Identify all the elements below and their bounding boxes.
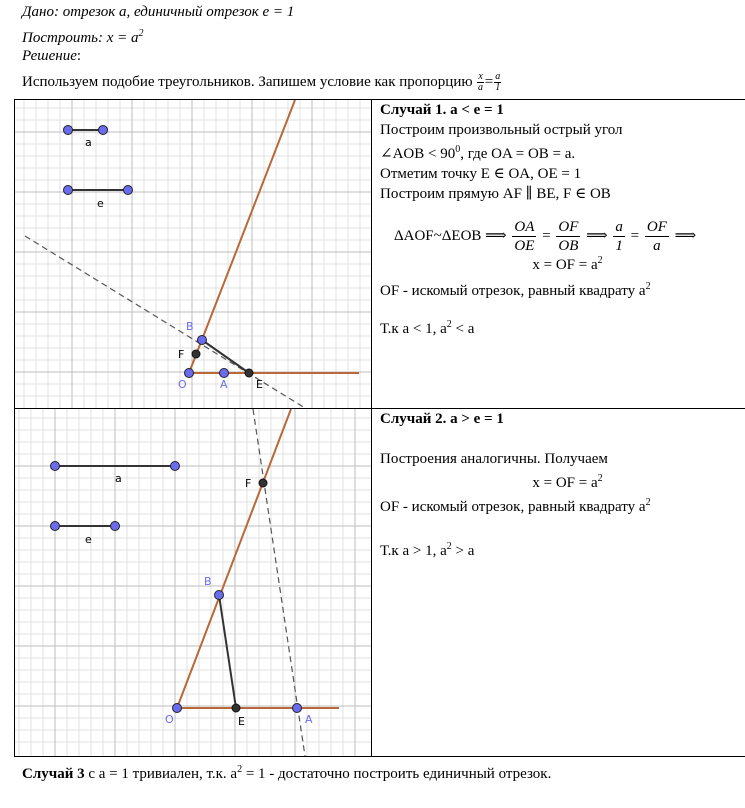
case1-f4-den: a (653, 238, 661, 254)
intro-frac-2 (494, 72, 501, 93)
case1-label-o: O (178, 378, 187, 391)
case2-label-a: a (115, 472, 122, 485)
case1-point-o (185, 369, 194, 378)
case1-arrow: ⟹ (586, 227, 608, 244)
case2-graph (15, 409, 371, 756)
case1-f1-num: OA (514, 219, 535, 235)
case2-point-a-start (51, 462, 60, 471)
intro-frac2-den: 1 (495, 82, 501, 94)
case1-label-f: F (178, 348, 185, 361)
case1-note-rest: < a (451, 321, 475, 337)
case1-frac-oa-oe (512, 218, 536, 255)
case2-result-exp: 2 (597, 473, 603, 484)
case2-label-e: e (85, 533, 92, 546)
case1-point-a-start (64, 126, 73, 135)
case2-result-row (380, 469, 745, 493)
case2-label-b: B (204, 575, 212, 588)
construct-label: Построить (22, 30, 98, 46)
construct-line (22, 24, 144, 48)
case1-note-exp: 2 (446, 319, 452, 330)
case1-construction-svg (15, 100, 371, 408)
case2-point-e-end (111, 522, 120, 531)
case1-point-e (245, 369, 253, 377)
case1-note-row (380, 315, 745, 339)
case2-text (372, 409, 745, 756)
case1-label-a: a (85, 136, 92, 149)
case2-note-row (380, 537, 745, 561)
case1-label-b: B (186, 320, 194, 333)
case1-line1: Построим произвольный острый угол (380, 122, 623, 138)
case1-text (372, 100, 745, 408)
case2-point-e (232, 704, 240, 712)
case1-line2-row (380, 140, 745, 164)
case2-label-e-point: E (238, 715, 245, 728)
construct-text: : x = a (97, 30, 139, 46)
case1-line2: ∠AOB < 90 (380, 146, 456, 162)
intro-text: Используем подобие треугольников. Запишем условие как пропорцию (22, 74, 473, 90)
case1-line3: Отметим точку E ∈ OA, OE = 1 (380, 166, 582, 182)
case1-conclusion: OF - искомый отрезок, равный квадрату a (380, 283, 646, 299)
case1-point-b (198, 336, 207, 345)
case2-construction-svg (15, 409, 371, 756)
case1-ray-ob (189, 100, 295, 373)
case1-arrow-end: ⟹ (674, 227, 697, 244)
case1-point-f (192, 350, 200, 358)
case1-segment-be (202, 340, 249, 373)
given-text: : отрезок a, единичный отрезок e = 1 (54, 4, 295, 20)
case2-point-f (259, 479, 267, 487)
case1-frac-a-1 (613, 218, 625, 255)
intro-eq: = (484, 74, 494, 90)
case1-f1-den: OE (514, 238, 535, 254)
solution-line (22, 46, 81, 66)
case1-frac-of-ob (556, 218, 580, 255)
case1-result-exp: 2 (597, 255, 603, 266)
case2-result: x = OF = a (532, 475, 598, 491)
case2-label-o: O (165, 713, 174, 726)
case1-f2-den: OB (558, 238, 579, 254)
case1-eq-1: = (542, 227, 551, 244)
case1-conclusion-row (380, 277, 745, 301)
case2-point-a (293, 704, 302, 713)
solution-colon: : (76, 48, 82, 64)
case2-note: Т.к a > 1, a (380, 543, 447, 559)
intro-frac1-num: x (478, 71, 483, 83)
case1-result: x = OF = a (532, 257, 598, 273)
case1-line4: Построим прямую AF ∥ BE, F ∈ OB (380, 186, 611, 202)
case2-point-a-end (171, 462, 180, 471)
case1-f2-num: OF (558, 219, 579, 235)
case2-label-f: F (245, 477, 252, 490)
case2-conclusion-exp: 2 (645, 497, 651, 508)
case2-point-e-start (51, 522, 60, 531)
footer-rest: = 1 - достаточно построить единичный отрезок. (242, 766, 552, 782)
footer-text: с a = 1 тривиален, т.к. a (84, 766, 238, 782)
case2-grid (15, 409, 371, 756)
table-border-bottom (14, 756, 745, 757)
intro-line (22, 68, 502, 96)
case2-conclusion: OF - искомый отрезок, равный квадрату a (380, 499, 646, 515)
case1-point-e-start (64, 186, 73, 195)
intro-frac1-den: a (478, 82, 484, 94)
case2-grid-major (15, 409, 371, 756)
case1-title: Случай 1. a < e = 1 (380, 102, 504, 118)
case1-f3-num: a (615, 219, 623, 235)
case2-conclusion-row (380, 493, 745, 517)
case1-point-a-end (99, 126, 108, 135)
intro-frac2-num: a (495, 71, 501, 83)
case1-line2-exp: 0 (455, 144, 461, 155)
footer-bold: Случай 3 (22, 766, 85, 782)
construct-exp: 2 (138, 28, 144, 39)
case1-line-af (25, 236, 305, 408)
case1-label-e-point: E (256, 378, 263, 391)
case1-conclusion-exp: 2 (645, 281, 651, 292)
case1-point-e-end (124, 186, 133, 195)
footer-exp: 2 (237, 764, 243, 775)
case2-title: Случай 2. a > e = 1 (380, 411, 504, 427)
case2-point-b (215, 591, 224, 600)
intro-frac-1 (477, 72, 483, 93)
case1-note: Т.к a < 1, a (380, 321, 447, 337)
case1-point-a (220, 369, 229, 378)
given-label: Дано (22, 4, 54, 20)
case1-f4-num: OF (646, 219, 667, 235)
case1-frac-of-a (645, 218, 669, 255)
case1-line2-rest: , где OA = OB = a. (460, 146, 576, 162)
case2-point-o (173, 704, 182, 713)
case1-eq-2: = (630, 227, 640, 244)
case1-label-a-point: A (220, 378, 228, 391)
case2-segment-be (219, 595, 236, 708)
case2-note-exp: 2 (446, 541, 452, 552)
case1-label-e: e (97, 197, 104, 210)
case2-line1: Построения аналогичны. Получаем (380, 451, 608, 467)
case1-f3-den: 1 (615, 238, 623, 254)
case2-note-rest: > a (451, 543, 475, 559)
solution-label: Решение (22, 48, 77, 64)
given-line (22, 2, 294, 22)
footer-line (22, 760, 551, 784)
case1-graph (15, 100, 371, 408)
case1-formula (380, 218, 745, 255)
case2-label-a-point: A (305, 713, 313, 726)
case1-formula-lead: ΔAOF~ΔEOB ⟹ (394, 227, 507, 244)
